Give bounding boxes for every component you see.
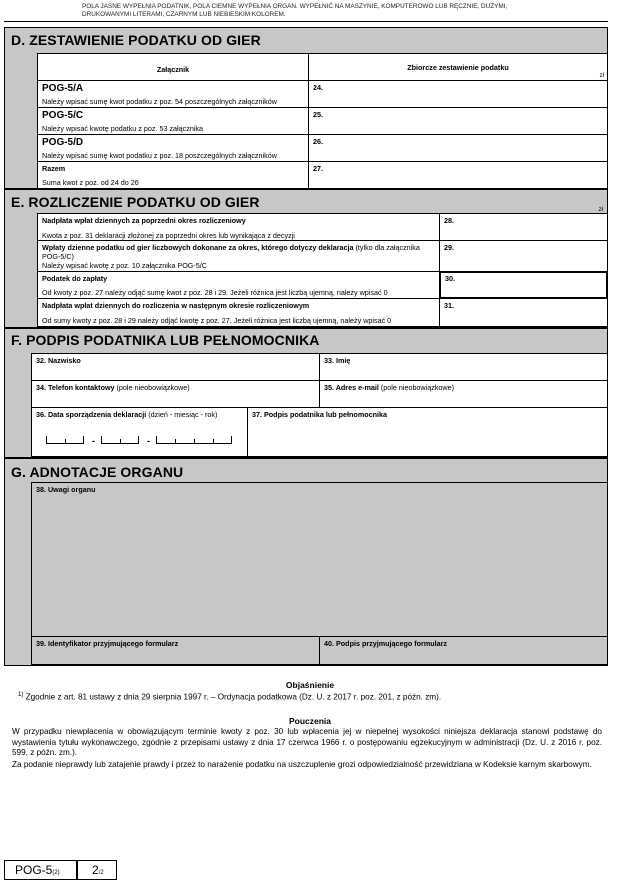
col-summary-header <box>308 53 608 81</box>
row-30-label <box>37 271 440 299</box>
field-30[interactable] <box>439 271 608 299</box>
row-pog5a-label <box>37 80 309 108</box>
form-code: POG-5 <box>15 863 53 877</box>
tick <box>120 439 121 443</box>
field-29[interactable] <box>439 240 608 272</box>
row-title: Wpłaty dzienne podatku od gier liczbowych dokonane za okres, którego dotyczy deklaracja <box>42 243 354 252</box>
header-note: POLA JASNE WYPEŁNIA PODATNIK, POLA CIEMNE WYPEŁNIA ORGAN. WYPEŁNIĆ NA MASZYNIE, KOMPUTEROWO LUB RĘCZNIE, DUŻYMI, DRUKOWANYMI LITERAMI, CZARNYM LUB NIEBIESKIM KOLOREM. <box>82 3 508 18</box>
field-number: 28. <box>444 216 454 225</box>
row-31-label <box>37 298 440 327</box>
row-desc: Należy wpisać kwotę podatku z poz. 53 załącznika <box>42 124 204 133</box>
explanation-text: Zgodnie z art. 81 ustawy z dnia 29 sierpnia 1997 r. – Ordynacja podatkowa (Dz. U. z 2017 r. poz. 201, z późn. zm). <box>25 692 442 702</box>
field-31[interactable] <box>439 298 608 327</box>
field-label: 36. Data sporządzenia deklaracji <box>36 410 147 419</box>
field-27[interactable] <box>308 161 608 189</box>
row-desc: Suma kwot z poz. od 24 do 26 <box>42 178 139 187</box>
field-25[interactable] <box>308 107 608 135</box>
form-code-box <box>4 860 77 880</box>
row-desc: Należy wpisać sumę kwot podatku z poz. 18 poszczególnych załączników <box>42 151 277 160</box>
section-f-title: F. PODPIS PODATNIKA LUB PEŁNOMOCNIKA <box>11 332 320 348</box>
field-32-surname[interactable] <box>31 353 320 381</box>
section-g <box>4 458 608 666</box>
row-name: POG-5/A <box>42 83 84 94</box>
field-number: 26. <box>313 137 323 146</box>
instruction-p1: W przypadku niewpłacenia w obowiązującym terminie kwoty z poz. 30 lub wpłacenia jej w niepełnej wysokości niniejsza deklaracja stanowi podstawę do wystawienia tytułu wykonawczego, zgodnie z przepisami ustawy z dnia 17 czerwca 1966 r. o postępowaniu egzekucyjnym w administracji (Dz. U. z 2016 r. poz. 599, z późn. zm.). <box>12 727 602 757</box>
date-separator: - <box>92 436 95 446</box>
date-month-box[interactable] <box>101 436 139 444</box>
col-attachment-header <box>37 53 309 81</box>
row-desc: Od kwoty z poz. 27 należy odjąć sumę kwot z poz. 28 i 29. Jeżeli różnica jest liczbą ujemną, należy wpisać 0 <box>42 288 388 297</box>
page-total: /2 <box>98 870 104 876</box>
col-summary-label: Zbiorcze zestawienie podatku <box>407 63 509 72</box>
field-note: (pole nieobowiązkowe) <box>378 383 454 392</box>
row-desc: Należy wpisać kwotę z poz. 10 załącznika POG-5/C <box>42 261 207 270</box>
section-f <box>4 328 608 458</box>
field-40-receiver-signature <box>319 636 608 665</box>
section-d-title: D. ZESTAWIENIE PODATKU OD GIER <box>11 32 261 48</box>
section-e <box>4 189 608 328</box>
instruction-p2: Za podanie nieprawdy lub zatajenie prawdy i przez to narażenie podatku na uszczuplenie grozi odpowiedzialność przewidziana w Kodeksie karnym skarbowym. <box>12 760 592 769</box>
page-number: 2 <box>92 863 99 877</box>
date-year-box[interactable] <box>156 436 232 444</box>
row-pog5d-label <box>37 134 309 162</box>
field-note: (dzień - miesiąc - rok) <box>146 410 218 419</box>
field-label-wrap <box>36 383 190 392</box>
field-label: 39. Identyfikator przyjmującego formularz <box>36 639 179 648</box>
field-label: 34. Telefon kontaktowy <box>36 383 115 392</box>
field-number: 31. <box>444 301 454 310</box>
date-separator: - <box>147 436 150 446</box>
row-28-label <box>37 213 440 241</box>
field-label-wrap <box>36 410 217 419</box>
row-title: Nadpłata wpłat dziennych do rozliczenia w następnym okresie rozliczeniowym <box>42 301 310 310</box>
tick <box>65 439 66 443</box>
page-number-box <box>77 860 117 880</box>
tick <box>175 439 176 443</box>
row-title-wrap <box>42 243 432 261</box>
unit-label: zł <box>599 73 604 79</box>
row-name: Razem <box>42 164 66 173</box>
row-title-tail: (tylko dla załącznika POG-5/C) <box>42 243 420 261</box>
field-label: 38. Uwagi organu <box>36 485 96 494</box>
field-number: 24. <box>313 83 323 92</box>
field-label: 35. Adres e-mail <box>324 383 379 392</box>
field-number: 27. <box>313 164 323 173</box>
field-label-wrap <box>324 383 454 392</box>
date-day-box[interactable] <box>46 436 84 444</box>
footnote-mark: 1) <box>18 692 24 698</box>
field-note: (pole nieobowiązkowe) <box>114 383 190 392</box>
field-label: 32. Nazwisko <box>36 356 81 365</box>
row-29-label <box>37 240 440 272</box>
field-label: 33. Imię <box>324 356 351 365</box>
section-e-title: E. ROZLICZENIE PODATKU OD GIER <box>11 194 260 210</box>
field-38-remarks <box>31 482 608 637</box>
field-34-phone[interactable] <box>31 380 320 408</box>
explanation-title: Objaśnienie <box>285 680 335 690</box>
tick <box>213 439 214 443</box>
tick <box>194 439 195 443</box>
form-version: (2) <box>52 870 60 876</box>
instruction-title: Pouczenia <box>288 716 332 726</box>
row-title: Podatek do zapłaty <box>42 274 108 283</box>
row-name: POG-5/D <box>42 137 84 148</box>
field-35-email[interactable] <box>319 380 608 408</box>
field-number: 25. <box>313 110 323 119</box>
section-g-title: G. ADNOTACJE ORGANU <box>11 464 184 480</box>
field-36-date[interactable] <box>31 407 248 457</box>
field-26[interactable] <box>308 134 608 162</box>
field-39-receiver-id <box>31 636 320 665</box>
row-desc: Należy wpisać sumę kwot podatku z poz. 54 poszczególnych załączników <box>42 97 277 106</box>
unit-label: zł <box>598 207 603 213</box>
field-33-first-name[interactable] <box>319 353 608 381</box>
field-37-signature[interactable] <box>247 407 608 457</box>
row-name: POG-5/C <box>42 110 84 121</box>
row-pog5c-label <box>37 107 309 135</box>
field-label: 37. Podpis podatnika lub pełnomocnika <box>252 410 387 419</box>
field-number: 30. <box>445 274 455 283</box>
col-attachment-label: Załącznik <box>156 65 190 74</box>
row-desc: Kwota z poz. 31 deklaracji złożonej za poprzedni okres lub wynikająca z decyzji <box>42 231 295 240</box>
field-number: 29. <box>444 243 454 252</box>
explanation-text-wrap <box>18 690 608 703</box>
row-total-label <box>37 161 309 189</box>
field-28[interactable] <box>439 213 608 241</box>
field-24[interactable] <box>308 80 608 108</box>
divider <box>4 21 608 22</box>
section-d <box>4 27 608 189</box>
row-title: Nadpłata wpłat dziennych za poprzedni okres rozliczeniowy <box>42 216 246 225</box>
field-label: 40. Podpis przyjmującego formularz <box>324 639 448 648</box>
row-desc: Od sumy kwoty z poz. 28 i 29 należy odjąć kwotę z poz. 27. Jeżeli różnica jest liczbą ujemną, należy wpisać 0 <box>42 316 392 325</box>
